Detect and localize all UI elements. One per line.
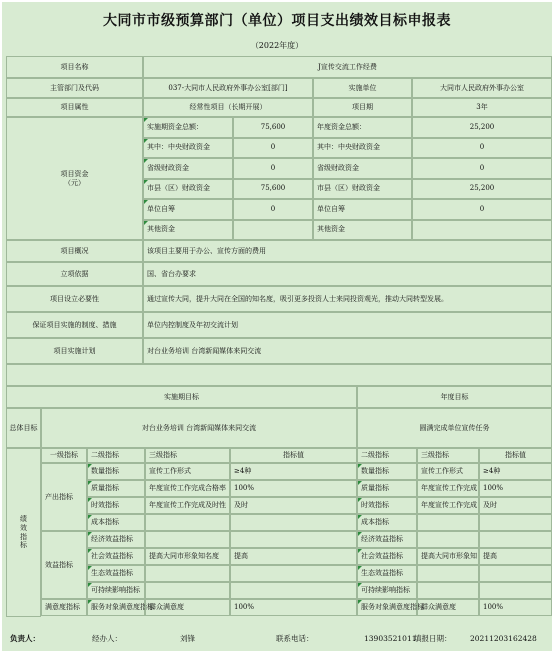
basis-value[interactable]: 国、省台办要求 [143,262,552,286]
funds-left-value[interactable]: 0 [233,138,313,159]
phone-label: 联系电话： [276,633,314,643]
perf-level3[interactable]: 宣传工作形式 [145,463,230,480]
perf-value-b[interactable]: 及时 [479,497,552,514]
date-value[interactable]: 20211203162428 [470,633,537,643]
perf-level3[interactable] [145,565,230,582]
perf-level2-b: 服务对象满意度指标 [357,599,417,616]
perf-group-label: 满意度指标 [41,599,87,616]
impl-goal-header: 实施期目标 [6,386,357,408]
funds-left-value[interactable] [233,220,313,241]
perf-level2: 生态效益指标 [87,565,145,582]
col-header-level3: 三级指标 [145,448,230,463]
funds-right-label: 年度资金总额： [313,117,412,138]
perf-level3-b[interactable]: 群众满意度 [417,599,479,616]
funds-right-value[interactable]: 0 [412,199,552,220]
perf-level2: 经济效益指标 [87,531,145,548]
basis-label: 立项依据 [6,262,143,286]
perf-level2: 可持续影响指标 [87,582,145,599]
perf-value-b[interactable] [479,565,552,582]
dept-label: 主管部门及代码 [6,78,143,98]
period-value[interactable]: 3年 [412,98,552,117]
dept-value[interactable]: 037-大同市人民政府外事办公室[部门] [143,78,313,98]
perf-level2-b: 数量指标 [357,463,417,480]
perf-level3-b[interactable] [417,514,479,531]
principal-label: 负责人： [10,633,40,643]
necessity-label: 项目设立必要性 [6,286,143,312]
overall-goal-label: 总体目标 [6,408,41,448]
perf-level2: 质量指标 [87,480,145,497]
perf-level2-b: 生态效益指标 [357,565,417,582]
perf-level2: 服务对象满意度指标 [87,599,145,616]
spacer-row [6,364,552,386]
report-sheet [2,2,552,651]
col-header-level2: 二级指标 [87,448,145,463]
perf-value-b[interactable]: 提高 [479,548,552,565]
report-year: （2022年度） [250,41,304,50]
perf-value[interactable]: 100% [230,480,357,497]
perf-value[interactable]: 100% [230,599,357,616]
funds-left-value[interactable]: 0 [233,158,313,179]
funds-right-value[interactable]: 0 [412,158,552,179]
impl-unit-label: 实施单位 [313,78,412,98]
annual-goal-header: 年度目标 [357,386,552,408]
funds-left-label: 单位自筹 [143,199,233,220]
overview-value[interactable]: 该项目主要用于办公、宣传方面的费用 [143,240,552,262]
date-label: 填报日期： [414,633,452,643]
funds-left-label: 市县（区）财政资金 [143,179,233,200]
plan-value[interactable]: 对台业务培训 台湾新闻媒体来同交流 [143,338,552,364]
perf-value-b[interactable] [479,582,552,599]
attr-label: 项目属性 [6,98,143,117]
perf-level3[interactable]: 年度宣传工作完成及时性 [145,497,230,514]
perf-value-b[interactable] [479,531,552,548]
phone-value[interactable]: 13903521011 [364,633,417,643]
perf-group-label: 效益指标 [41,531,87,599]
funds-left-label: 实施期资金总额： [143,117,233,138]
col-header-level3-b: 三级指标 [417,448,479,463]
perf-level3-b[interactable]: 宣传工作形式 [417,463,479,480]
perf-level3-b[interactable]: 年度宣传工作完成 [417,480,479,497]
attr-value[interactable]: 经常性项目（长期开展） [143,98,313,117]
funds-right-value[interactable]: 25,200 [412,179,552,200]
col-header-level2-b: 二级指标 [357,448,417,463]
funds-left-label: 其中：中央财政资金 [143,138,233,159]
necessity-value[interactable]: 通过宣传大同，提升大同在全国的知名度，吸引更多投资人士来同投资观光，推动大同转型发展。 [143,286,552,312]
funds-right-label: 其中：中央财政资金 [313,138,412,159]
perf-level3-b[interactable]: 年度宣传工作完成 [417,497,479,514]
system-label: 保证项目实施的制度、措施 [6,312,143,338]
perf-indicator-label: 绩 效 指 标 [6,448,41,617]
overview-label: 项目概况 [6,240,143,262]
perf-level2: 时效指标 [87,497,145,514]
impl-unit-value[interactable]: 大同市人民政府外事办公室 [412,78,552,98]
perf-value[interactable]: 提高 [230,548,357,565]
overall-goal-right[interactable]: 圆满完成单位宣传任务 [357,408,552,448]
funds-label: 项目资金 （元） [6,117,143,240]
perf-level2: 社会效益指标 [87,548,145,565]
perf-level2-b: 时效指标 [357,497,417,514]
perf-level3-b[interactable]: 提高大同市形象知 [417,548,479,565]
footer-gap [6,617,552,628]
funds-right-value[interactable]: 25,200 [412,117,552,138]
system-value[interactable]: 单位内控制度及年初交流计划 [143,312,552,338]
perf-level2-b: 成本指标 [357,514,417,531]
period-label: 项目期 [313,98,412,117]
perf-group-label: 产出指标 [41,463,87,531]
funds-right-value[interactable]: 0 [412,138,552,159]
perf-level3-b[interactable] [417,582,479,599]
funds-left-value[interactable]: 75,600 [233,117,313,138]
perf-level2-b: 可持续影响指标 [357,582,417,599]
funds-left-value[interactable]: 0 [233,199,313,220]
perf-value-b[interactable]: 100% [479,599,552,616]
handler-value[interactable]: 刘锋 [180,633,195,643]
col-header-value-b: 指标值 [479,448,552,463]
funds-left-value[interactable]: 75,600 [233,179,313,200]
funds-right-value[interactable] [412,220,552,241]
perf-value-b[interactable]: ≥4种 [479,463,552,480]
perf-value[interactable] [230,531,357,548]
perf-value-b[interactable]: 100% [479,480,552,497]
perf-level3[interactable] [145,531,230,548]
funds-left-label: 省级财政资金 [143,158,233,179]
perf-level2: 成本指标 [87,514,145,531]
perf-level3[interactable] [145,582,230,599]
col-header-level1: 一级指标 [41,448,87,463]
perf-level3[interactable]: 年度宣传工作完成合格率 [145,480,230,497]
perf-level2-b: 质量指标 [357,480,417,497]
perf-level2: 数量指标 [87,463,145,480]
funds-left-label: 其他资金 [143,220,233,241]
perf-value[interactable] [230,565,357,582]
perf-value-b[interactable] [479,514,552,531]
funds-right-label: 市县（区）财政资金 [313,179,412,200]
col-header-value: 指标值 [230,448,357,463]
project-name-value[interactable]: J宣传交流工作经费 [143,56,552,78]
perf-value[interactable] [230,582,357,599]
perf-level3[interactable] [145,514,230,531]
perf-value[interactable] [230,514,357,531]
perf-level3[interactable]: 提高大同市形象知名度 [145,548,230,565]
perf-level2-b: 经济效益指标 [357,531,417,548]
perf-level3-b[interactable] [417,531,479,548]
plan-label: 项目实施计划 [6,338,143,364]
funds-right-label: 单位自筹 [313,199,412,220]
handler-label: 经办人： [92,633,122,643]
report-title: 大同市市级预算部门（单位）项目支出绩效目标申报表 [103,13,451,29]
overall-goal-left[interactable]: 对台业务培训 台湾新闻媒体来同交流 [41,408,357,448]
perf-level3-b[interactable] [417,565,479,582]
perf-level3[interactable]: 群众满意度 [145,599,230,616]
project-name-label: 项目名称 [6,56,143,78]
perf-value[interactable]: 及时 [230,497,357,514]
perf-value[interactable]: ≥4种 [230,463,357,480]
perf-level2-b: 社会效益指标 [357,548,417,565]
funds-right-label: 省级财政资金 [313,158,412,179]
funds-right-label: 其他资金 [313,220,412,241]
